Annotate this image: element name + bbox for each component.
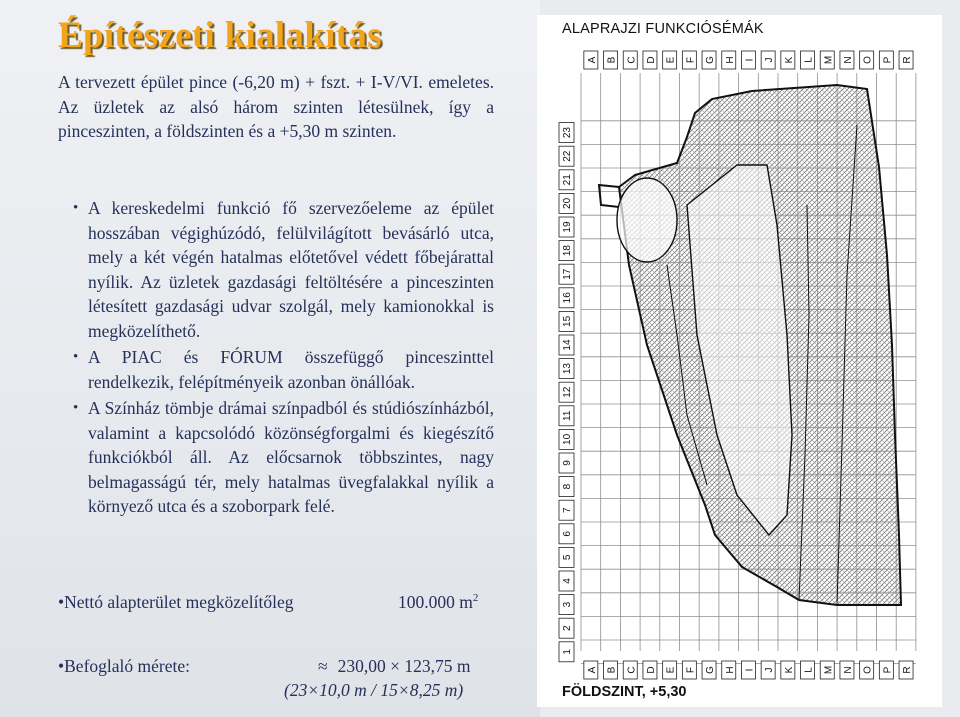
column-label-top: I (744, 58, 756, 62)
row-label: 2 (562, 625, 573, 631)
column-label-bottom: O (862, 666, 874, 674)
row-label: 4 (562, 578, 573, 584)
row-label: 13 (562, 363, 573, 375)
bullet-item (58, 396, 494, 519)
column-label-bottom: N (842, 666, 854, 674)
bullet-dot: • (73, 400, 79, 416)
row-label: 23 (562, 127, 573, 139)
footprint-value: 230,00 × 123,75 m (337, 656, 471, 676)
row-label: 18 (562, 245, 573, 257)
column-label-bottom: M (823, 665, 835, 675)
column-label-top: J (764, 57, 776, 63)
column-label-top: N (842, 56, 854, 64)
column-label-bottom: L (803, 667, 815, 673)
floor-plan-drawing (537, 15, 942, 707)
row-label: 8 (562, 483, 573, 490)
theatre-hall (617, 178, 677, 262)
row-label: 5 (562, 554, 573, 561)
bullet-dot: • (73, 200, 79, 216)
bullet-text: A Színház tömbje drámai színpadból és stúdiószínházból, valamint a kapcsolódó közönségforgalmi és kiegészítő funkciókból áll. Az előcsarnok többszintes, nagy belmagasságú tér, mely hatalmas üvegfalakkal nyílik a környező utca és a szoborpark felé. (88, 398, 494, 516)
entrance-canopy (599, 185, 619, 207)
column-label-top: P (882, 56, 894, 64)
approx-symbol: ≈ (318, 656, 328, 676)
area-unit-sup: 2 (472, 592, 479, 605)
row-label: 3 (562, 601, 573, 608)
row-label: 11 (562, 410, 573, 421)
column-label-bottom: P (882, 666, 894, 674)
footprint-detail: (23×10,0 m / 15×8,25 m) (284, 680, 464, 700)
row-label: 20 (562, 197, 573, 209)
column-label-bottom: A (586, 666, 598, 674)
column-label-top: G (705, 56, 717, 64)
column-label-top: O (862, 56, 874, 64)
column-label-bottom: E (665, 666, 677, 674)
row-label: 9 (562, 460, 573, 466)
area-label: •Nettó alapterület megközelítőleg (58, 592, 294, 612)
column-label-top: D (645, 56, 657, 64)
row-label: 15 (562, 315, 573, 327)
row-label: 19 (562, 221, 573, 233)
column-label-bottom: I (744, 668, 756, 672)
row-label: 22 (562, 150, 573, 162)
bullet-item (58, 196, 494, 343)
column-label-top: R (902, 56, 914, 64)
column-label-top: E (665, 56, 677, 64)
bullet-dot: • (73, 349, 79, 365)
column-label-top: B (606, 56, 618, 64)
row-label: 1 (562, 649, 573, 655)
column-label-bottom: F (685, 666, 697, 674)
column-label-top: F (685, 56, 697, 64)
column-label-bottom: D (645, 666, 657, 674)
bullet-list (58, 196, 494, 521)
row-label: 12 (562, 386, 573, 398)
row-label: 10 (562, 433, 573, 445)
row-label: 21 (562, 174, 573, 186)
footprint-label: •Befoglaló mérete: (58, 656, 190, 676)
column-label-bottom: C (626, 666, 638, 674)
bullet-item (58, 345, 494, 394)
bullet-text: A kereskedelmi funkció fő szervezőeleme az épület hosszában végighúzódó, felülvilágított bevásárló utca, mely a két végén hatalmas előtetővel védett főbejárattal nyílik. Az üzletek gazdasági feltöltésére a pinceszinten létesített gazdasági udvar szolgál, mely kamionokkal is megközelíthető. (88, 198, 494, 341)
row-label: 7 (562, 507, 573, 513)
area-value-wrap (398, 592, 478, 613)
column-label-top: C (626, 56, 638, 64)
area-value: 100.000 m (398, 592, 473, 612)
column-label-bottom: H (724, 666, 736, 674)
column-label-top: M (823, 55, 835, 65)
column-label-bottom: R (902, 666, 914, 674)
row-label: 17 (562, 268, 573, 280)
footprint-value-wrap (318, 656, 470, 677)
intro-paragraph: A tervezett épület pince (-6,20 m) + fszt. + I-V/VI. emeletes. Az üzletek az alsó három szinten létesülnek, így a pinceszinten, a földszinten és a +5,30 m szinten. (58, 72, 494, 141)
column-label-top: K (783, 56, 795, 64)
column-label-top: L (803, 57, 815, 63)
row-label: 6 (562, 531, 573, 537)
column-label-bottom: K (783, 666, 795, 674)
slide-title: Építészeti kialakítás (58, 15, 382, 56)
column-label-bottom: B (606, 666, 618, 674)
row-label: 16 (562, 292, 573, 304)
plan-footer: FÖLDSZINT, +5,30 (562, 684, 687, 700)
bullet-text: A PIAC és FÓRUM összefüggő pinceszinttel rendelkezik, felépítményeik azonban önállóak. (88, 347, 494, 392)
row-label: 14 (562, 339, 573, 351)
floor-plan-panel (537, 15, 942, 707)
column-label-top: H (724, 56, 736, 64)
column-label-bottom: J (764, 667, 776, 673)
column-label-top: A (586, 56, 598, 64)
plan-title: ALAPRAJZI FUNKCIÓSÉMÁK (562, 21, 764, 37)
column-label-bottom: G (705, 666, 717, 674)
